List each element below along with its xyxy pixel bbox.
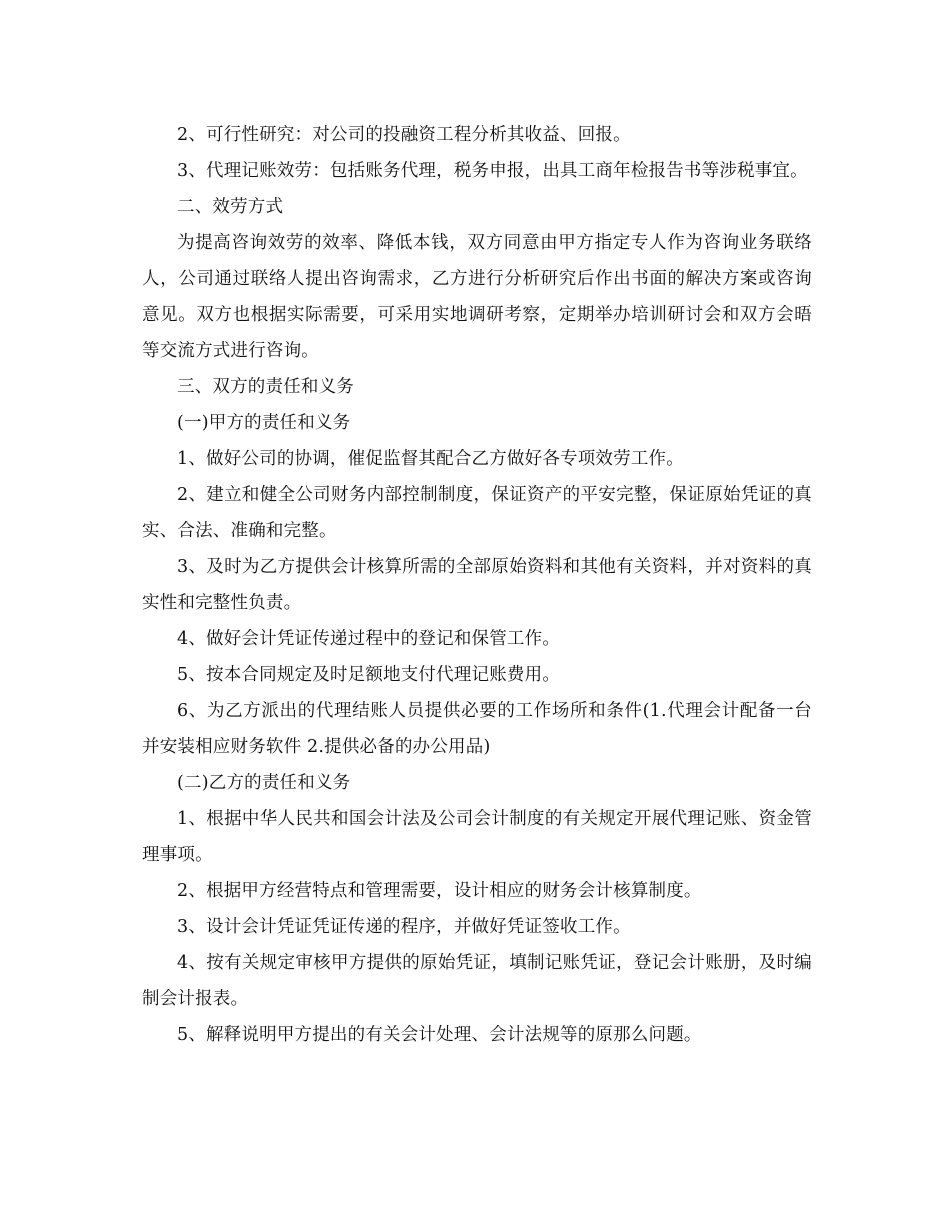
- paragraph-party-a-item-2: 2、建立和健全公司财务内部控制制度，保证资产的平安完整，保证原始凭证的真实、合法、准确和完整。: [142, 485, 812, 541]
- paragraph-party-a-item-3: 3、及时为乙方提供会计核算所需的全部原始资料和其他有关资料，并对资料的真实性和完整性负责。: [142, 557, 812, 613]
- paragraph-party-a-item-1: 1、做好公司的协调，催促监督其配合乙方做好各专项效劳工作。: [177, 449, 684, 469]
- paragraph-feasibility-study: 2、可行性研究：对公司的投融资工程分析其收益、回报。: [177, 125, 631, 145]
- paragraph-party-a-item-6: 6、为乙方派出的代理结账人员提供必要的工作场所和条件(1.代理会计配备一台并安装相应财务软件 2.提供必备的办公用品): [142, 701, 812, 757]
- document-body: [142, 117, 812, 1053]
- paragraph-party-b-item-1: 1、根据中华人民共和国会计法及公司会计制度的有关规定开展代理记账、资金管理事项。: [142, 809, 812, 865]
- paragraph-party-a-item-5: 5、按本合同规定及时足额地支付代理记账费用。: [177, 665, 561, 685]
- paragraph-bookkeeping-service: 3、代理记账效劳：包括账务代理，税务申报，出具工商年检报告书等涉税事宜。: [177, 161, 808, 181]
- section-heading-service-method: 二、效劳方式: [177, 197, 284, 217]
- paragraph-service-method: 为提高咨询效劳的效率、降低本钱，双方同意由甲方指定专人作为咨询业务联络人，公司通过联络人提出咨询需求，乙方进行分析研究后作出书面的解决方案或咨询意见。双方也根据实际需要，可采用实地调研考察，定期举办培训研讨会和双方会晤等交流方式进行咨询。: [142, 233, 812, 361]
- paragraph-party-a-item-4: 4、做好会计凭证传递过程中的登记和保管工作。: [177, 629, 561, 649]
- paragraph-party-b-item-3: 3、设计会计凭证凭证传递的程序，并做好凭证签收工作。: [177, 917, 631, 937]
- paragraph-party-b-item-5: 5、解释说明甲方提出的有关会计处理、会计法规等的原那么问题。: [177, 1025, 702, 1045]
- paragraph-party-b-item-2: 2、根据甲方经营特点和管理需要，设计相应的财务会计核算制度。: [177, 881, 702, 901]
- section-heading-responsibilities: 三、双方的责任和义务: [177, 377, 354, 397]
- subheading-party-b-responsibilities: (二)乙方的责任和义务: [177, 773, 351, 793]
- paragraph-party-b-item-4: 4、按有关规定审核甲方提供的原始凭证，填制记账凭证，登记会计账册，及时编制会计报表。: [142, 953, 812, 1009]
- subheading-party-a-responsibilities: (一)甲方的责任和义务: [177, 413, 351, 433]
